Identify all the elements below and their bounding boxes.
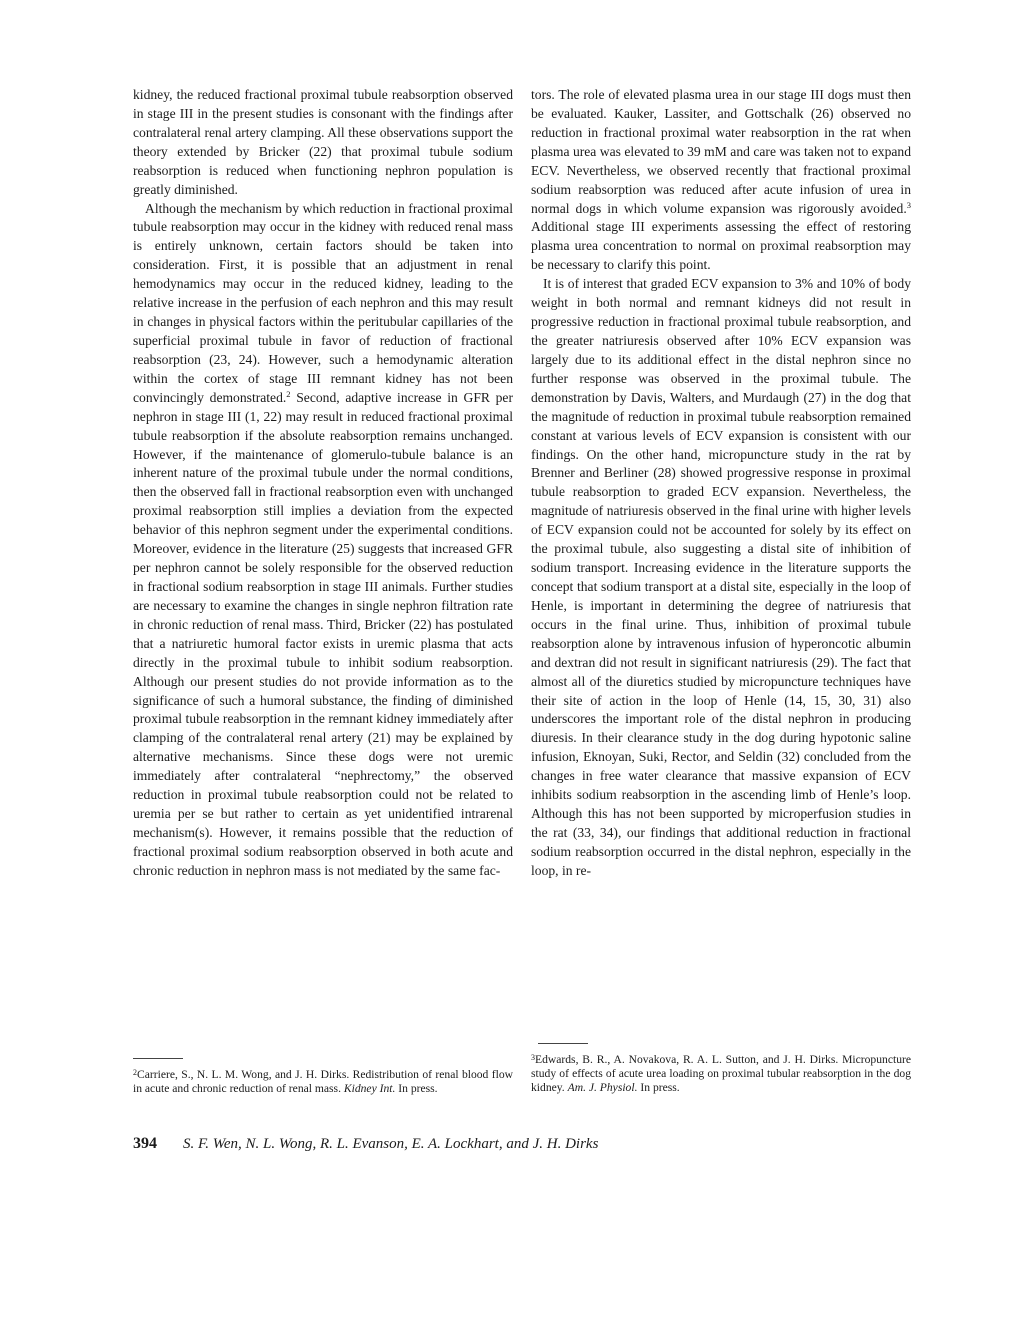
right-paragraph-2: It is of interest that graded ECV expansion to 3% and 10% of body weight in both normal and remnant kidneys did not result in progressive reduction in fractional proximal tubule reabsorption, and the greater natriuresis observed after 10% ECV expansion was largely due to its additional effect in the distal nephron since no further response was observed in the proximal tubule. The demonstration by Davis, Walters, and Murdaugh (27) in the dog that the magnitude of reduction in proximal tubule reabsorption remained constant at various levels of ECV expansion is consistent with our findings. On the other hand, micropuncture study in the rat by Brenner and Berliner (28) showed progressive response in proximal tubule reabsorption to graded ECV expansion. Nevertheless, the magnitude of natriuresis observed in the final urine with higher levels of ECV expansion could not be accounted for solely by its effect on the proximal tubule, also suggesting a distal site of inhibition of sodium transport. Increasing evidence in the literature supports the concept that sodium transport at a distal site, especially in the loop of Henle, is important in determining the degree of natriuresis that occurs in the final urine. Thus, inhibition of proximal tubule reabsorption alone by intravenous infusion of hyperoncotic albumin and dextran did not result in significant natriuresis (29). The fact that almost all of the diuretics studied by micropuncture techniques have their site of action in the loop of Henle (14, 15, 30, 31) also underscores the important role of the distal nephron in producing diuresis. In their clearance study in the dog during hypotonic saline infusion, Eknoyan, Suki, Rector, and Seldin (32) concluded from the changes in free water clearance that massive expansion of ECV inhibits sodium reabsorption in the ascending limb of Henle’s loop. Although this has not been supported by microperfusion studies in the rat (33, 34), our findings that additional reduction in fractional sodium reabsorption occurred in the distal nephron, especially in the loop, in re- — [531, 276, 911, 878]
footnote-2-mark: 2 — [133, 1068, 137, 1077]
footnote-3-mark: 3 — [531, 1053, 535, 1062]
footnote-3 — [531, 1051, 911, 1096]
page-footer — [133, 1135, 893, 1153]
left-footnote-rule — [133, 1058, 183, 1059]
left-paragraph-2-part-a: Although the mechanism by which reduction in fractional proximal tubule reabsorption may occur in the kidney with reduced renal mass is entirely unknown, certain factors should be taken into consideration. First, it is possible that an adjustment in renal hemodynamics may occur in the reduced kidney, leading to the relative increase in the perfusion of each nephron and this may result in changes in physical factors within the peritubular capillaries of the superficial proximal tubule in favor of reduction of fractional reabsorption (23, 24). However, such a hemodynamic alteration within the cortex of stage III remnant kidney has not been convincingly demonstrated. — [133, 200, 513, 405]
left-column — [133, 86, 513, 881]
footnote-2-text: Carriere, S., N. L. M. Wong, and J. H. Dirks. Redistribution of renal blood flow in acute and chronic reduction of renal mass. — [133, 1068, 513, 1096]
footnote-3-journal: Am. J. Physiol. — [567, 1081, 638, 1095]
footnote-2 — [133, 1066, 513, 1096]
right-footnote-rule — [538, 1043, 588, 1044]
left-paragraph-1: kidney, the reduced fractional proximal tubule reabsorption observed in stage III in the present studies is consonant with the findings after contralateral renal artery clamping. All these observations support the theory extended by Bricker (22) that proximal tubule sodium reabsorption is reduced when functioning nephron population is greatly diminished. — [133, 87, 513, 197]
left-paragraph-2-part-b: Second, adaptive increase in GFR per nephron in stage III (1, 22) may result in reduced fractional proximal tubule reabsorption if the absolute reabsorption remains unchanged. However, if the maintenance of glomerulo-tubule balance is an inherent nature of the proximal tubule under the normal conditions, then the observed fall in fractional reabsorption even with unchanged proximal reabsorption still implies a deviation from the expected behavior of this nephron segment under the experimental conditions. Moreover, evidence in the literature (25) suggests that increased GFR per nephron cannot be solely responsible for the observed reduction in fractional sodium reabsorption in stage III animals. Further studies are necessary to examine the changes in single nephron filtration rate in chronic reduction of renal mass. Third, Bricker (22) has postulated that a natriuretic humoral factor exists in uremic plasma that acts directly in the proximal tubule to inhibit sodium reabsorption. Although our present studies do not provide information as to the significance of such a humoral substance, the finding of diminished proximal tubule reabsorption in the remnant kidney immediately after clamping of the contralateral renal artery (21) may be explained by alternative mechanisms. Since these dogs were not uremic immediately after contralateral “nephrectomy,” the observed reduction in proximal tubule reabsorption could not be related to uremia per se but rather to certain as yet unidentified intrarenal mechanism(s). However, it remains possible that the reduction of fractional proximal sodium reabsorption observed in both acute and chronic reduction in nephron mass is not mediated by the same fac- — [133, 389, 513, 878]
right-paragraph-1-part-b: Additional stage III experiments assessing the effect of restoring plasma urea concentration to normal on proximal reabsorption may be necessary to clarify this point. — [531, 219, 911, 273]
footnote-3-text: Edwards, B. R., A. Novakova, R. A. L. Sutton, and J. H. Dirks. Micropuncture study of effects of acute urea loading on proximal tubular reabsorption in the dog kidney. — [531, 1053, 911, 1095]
left-paragraph-2 — [133, 200, 513, 881]
footnote-2-journal: Kidney Int. — [343, 1082, 396, 1096]
footnote-marker-3: 3 — [906, 199, 911, 210]
page-number: 394 — [133, 1135, 157, 1152]
footnote-3-tail: In press. — [637, 1081, 680, 1095]
running-authors: S. F. Wen, N. L. Wong, R. L. Evanson, E. A. Lockhart, and J. H. Dirks — [183, 1136, 599, 1152]
right-paragraph-1 — [531, 86, 911, 275]
footnote-2-tail: In press. — [395, 1082, 438, 1096]
footnote-marker-2: 2 — [286, 388, 291, 399]
right-paragraph-1-part-a: tors. The role of elevated plasma urea in our stage III dogs must then be evaluated. Kauker, Lassiter, and Gottschalk (26) observed no reduction in fractional proximal water reabsorption in the rat when plasma urea was elevated to 39 mM and care was taken not to expand ECV. Nevertheless, we observed recently that fractional proximal sodium reabsorption was reduced after acute infusion of urea in normal dogs in which volume expansion was rigorously avoided. — [531, 87, 911, 216]
right-column — [531, 86, 911, 881]
